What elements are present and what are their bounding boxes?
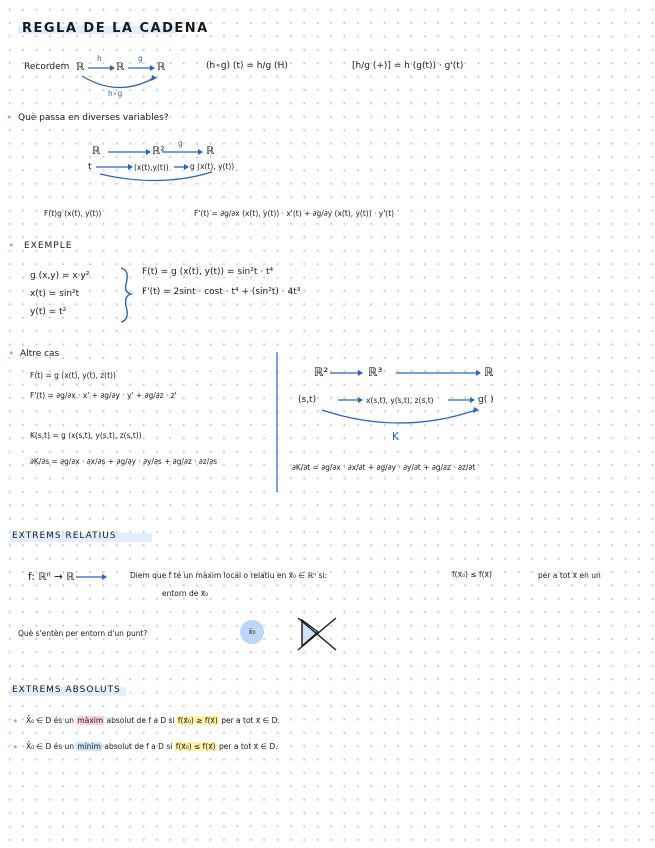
example-y-def: y(t) = t² xyxy=(30,307,67,317)
example-heading: EXEMPLE xyxy=(24,241,73,251)
abs-max-line xyxy=(26,717,280,725)
example-x-def: x(t) = sin²t xyxy=(30,289,80,299)
crossed-shape-icon xyxy=(298,618,336,650)
relative-text3: entorn de x⃗₀ xyxy=(162,589,209,598)
abs-max-ineq: f(x⃗₀) ≥ f(x⃗) xyxy=(177,716,218,725)
abs-max-highlight: màxim xyxy=(77,716,104,725)
right-st: (s,t) xyxy=(298,395,317,405)
bullet-dot: • xyxy=(12,715,19,728)
example-Fprime-line: F'(t) = 2sint · cost · t⁴ + (sin²t) · 4t³ xyxy=(142,287,301,297)
neighbourhood-circle-icon xyxy=(240,620,264,644)
set-r2: ℝ xyxy=(116,61,125,73)
formula-F: F(t)g (x(t), y(t)) xyxy=(44,209,102,218)
relative-max-text: Diem que f té un màxim local o relatiu en x⃗₀ ∈ ℝⁿ si: xyxy=(130,571,328,580)
bullet-dot: • xyxy=(8,347,15,360)
derivative-formula: [h/g (+)] = h (g(t)) · g'(t) xyxy=(352,61,464,71)
formula-F-prime: F'(t) = ∂g/∂x (x(t), y(t)) · x'(t) + ∂g/∂y (x(t), y(t)) · y'(t) xyxy=(194,209,395,218)
bullet-dot: • xyxy=(12,741,19,754)
abs-max-b: absolut de f a D si xyxy=(106,716,175,725)
set-r3: ℝ xyxy=(157,61,166,73)
diag2-t: t xyxy=(88,162,92,172)
extrems-relatius-heading: EXTREMS RELATIUS xyxy=(12,531,117,541)
bullet-dot: • xyxy=(8,239,15,252)
question-several-variables: Què passa en diverses variables? xyxy=(18,113,169,123)
altre-cas-heading: Altre cas xyxy=(20,349,60,359)
diag2-gxy: g (x(t), y(t)) xyxy=(190,162,235,171)
altre-Fprime-def: F'(t) = ∂g/∂x · x' + ∂g/∂y · y' + ∂g/∂z · z' xyxy=(30,391,177,400)
abs-max-a: X̄₀ ∈ D és un xyxy=(26,716,75,725)
bullet-dot: • xyxy=(6,111,13,124)
altre-dKds: ∂K/∂s = ∂g/∂x · ∂x/∂s + ∂g/∂y · ∂y/∂s + ∂g/∂z · ∂z/∂s xyxy=(30,457,218,466)
right-dKdt: ∂K/∂t = ∂g/∂x · ∂x/∂t + ∂g/∂y · ∂y/∂t + ∂g/∂z · ∂z/∂t xyxy=(292,463,476,472)
composition-formula: (h∘g) (t) = h/g (H) xyxy=(206,61,288,71)
point-x0: x̄₀ xyxy=(248,628,256,636)
neighbourhood-question: Què s'entèn per entorn d'un punt? xyxy=(18,629,148,638)
example-F-line: F(t) = g (x(t), y(t)) = sin²t · t⁴ xyxy=(142,267,274,277)
right-r2: ℝ² xyxy=(314,365,329,379)
function-def: f: ℝⁿ → ℝ xyxy=(28,571,75,583)
set-r1: ℝ xyxy=(76,61,85,73)
abs-min-ineq: f(x⃗₀) ≤ f(x⃗) xyxy=(175,742,216,751)
example-g-def: g (x,y) = x·y² xyxy=(30,271,90,281)
map-g-label: g xyxy=(138,54,143,63)
abs-min-b: absolut de f a D si xyxy=(104,742,173,751)
diag2-r2: ℝ² xyxy=(152,145,165,157)
abs-min-line xyxy=(26,743,278,751)
altre-F-def: F(t) = g (x(t), y(t), z(t)) xyxy=(30,371,116,380)
right-r: ℝ xyxy=(484,365,494,379)
abs-max-c: per a tot x⃗ ∈ D. xyxy=(221,716,280,725)
abs-min-highlight: mínim xyxy=(77,742,101,751)
right-K: K xyxy=(392,431,399,443)
diag2-r-right: ℝ xyxy=(206,145,215,157)
recordem-label: Recordem xyxy=(24,62,70,72)
altre-K-def: K(s,t) = g (x(s,t), y(s,t), z(s,t)) xyxy=(30,431,142,440)
diag2-xy: (x(t),y(t)) xyxy=(134,163,169,172)
map-h-label: h xyxy=(97,54,102,63)
relative-text2: per a tot x⃗ en un xyxy=(538,571,601,580)
page-title: REGLA DE LA CADENA xyxy=(22,21,209,36)
abs-min-a: X̄₀ ∈ D és un xyxy=(26,742,75,751)
right-xyz: x(s,t), y(s,t), z(s,t) xyxy=(366,396,434,405)
right-gc: g( ) xyxy=(478,395,494,405)
abs-min-c: per a tot x⃗ ∈ D. xyxy=(219,742,278,751)
extrems-absoluts-heading: EXTREMS ABSOLUTS xyxy=(12,685,121,695)
map-hog-label: h∘g xyxy=(108,89,123,98)
right-r3: ℝ³ xyxy=(368,365,383,379)
diag2-r-left: ℝ xyxy=(92,145,101,157)
relative-ineq: f(x⃗₀) ≤ f(x⃗) xyxy=(452,570,492,579)
diag2-g: g xyxy=(178,139,183,148)
